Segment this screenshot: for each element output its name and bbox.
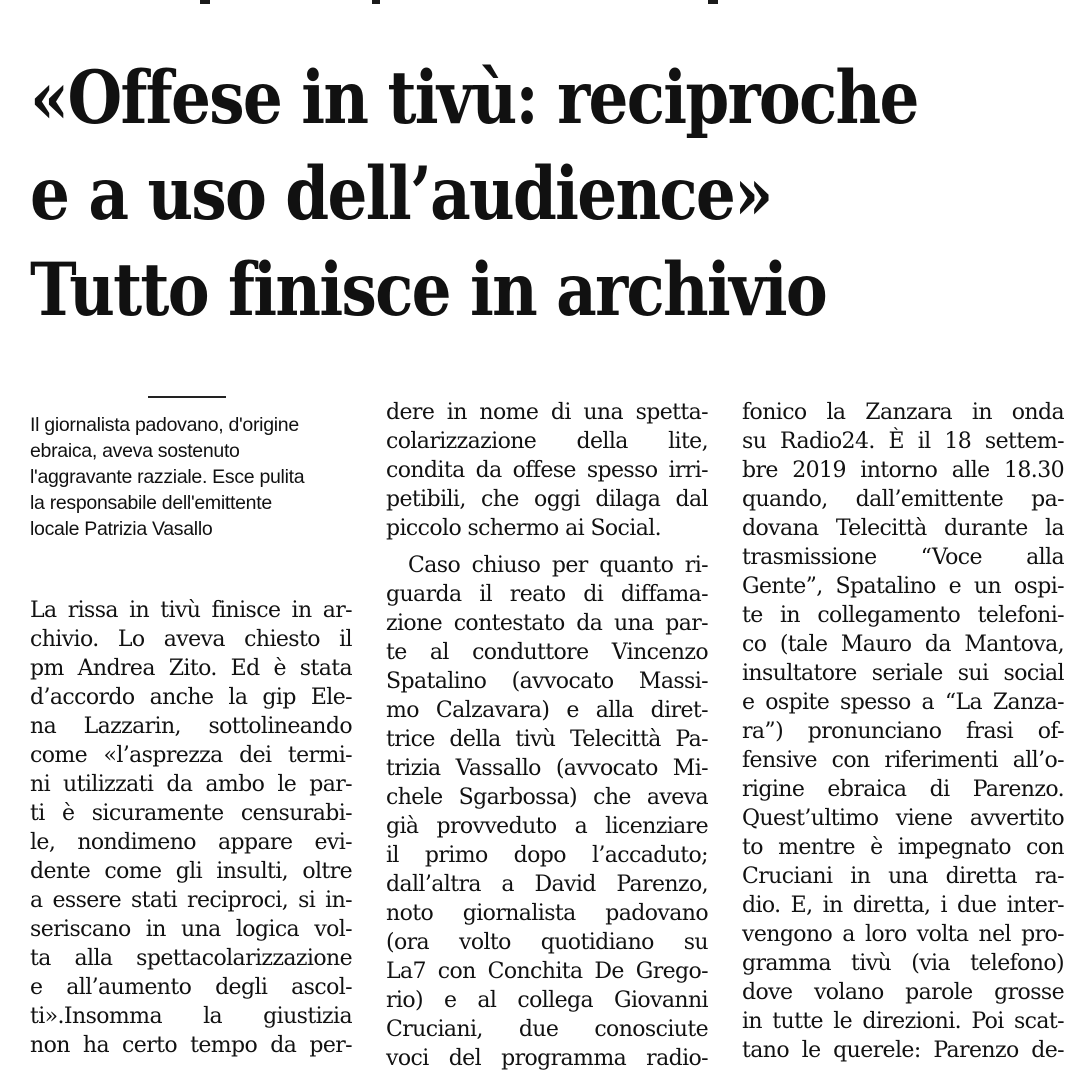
body-text-line: dente come gli insulti, oltre [30,859,352,884]
body-text-line: te in collegamento telefoni- [742,603,1064,628]
body-text-line: guarda il reato di diffama- [386,582,708,607]
body-text-line: La rissa in tivù finisce in ar- [30,598,352,623]
body-text-line: dere in nome di una spetta- [386,400,708,425]
body-text-line: ta alla spettacolarizzazione [30,946,352,971]
body-text-line: non ha certo tempo da per- [30,1033,352,1058]
body-paragraph [386,551,708,1073]
body-text-line: e ospite spesso a “La Zanza- [742,690,1064,715]
body-text-line: bre 2019 intorno alle 18.30 [742,458,1064,483]
body-text-line: Caso chiuso per quanto ri- [408,553,708,578]
body-text-line: gramma tivù (via telefono) [742,951,1064,976]
summary-line: l'aggravante razziale. Esce pulita [30,466,305,488]
body-text-line: Cruciani, due conosciute [386,1017,708,1042]
body-text-line: vengono a loro volta nel pro- [742,922,1064,947]
body-text-line: mo Calzavara) e alla diret- [386,698,708,723]
body-text-line: su Radio24. È il 18 settem- [742,429,1064,454]
body-text-line: in tutte le direzioni. Poi scat- [742,1009,1064,1034]
body-text-line: dove volano parole grosse [742,980,1064,1005]
body-text-line: quando, dall’emittente pa- [742,487,1064,512]
body-text-line: a essere stati reciproci, si in- [30,888,352,913]
body-text-line: trice della tivù Telecittà Pa- [386,727,708,752]
body-text-line: tano le querele: Parenzo de- [742,1038,1064,1063]
article-summary [30,412,360,542]
body-text-line: ti».Insomma la giustizia [30,1004,352,1029]
summary-divider [148,396,226,398]
body-text-line: ti è sicuramente censurabi- [30,801,352,826]
body-text-line: e all’aumento degli ascol- [30,975,352,1000]
summary-line: locale Patrizia Vasallo [30,518,213,540]
summary-line: la responsabile dell'emittente [30,492,272,514]
body-text-line: Gente”, Spatalino e un ospi- [742,574,1064,599]
body-text-line: insultatore seriale sui social [742,661,1064,686]
body-text-line: le, nondimeno appare evi- [30,830,352,855]
body-column-2 [386,398,708,1073]
body-text-line: dio. E, in diretta, i due inter- [742,893,1064,918]
cropped-glyph-fragment [372,0,380,4]
body-text-line: fonico la Zanzara in onda [742,400,1064,425]
body-text-line: co (tale Mauro da Mantova, [742,632,1064,657]
body-text-line: chele Sgarbossa) che aveva [386,785,708,810]
body-text-line: come «l’asprezza dei termi- [30,743,352,768]
article-headline [30,50,929,338]
headline-line-2: e a uso dell’audience» [30,151,772,237]
body-text-line: già provveduto a licenziare [386,814,708,839]
summary-line: ebraica, aveva sostenuto [30,440,240,462]
body-text-line: Spatalino (avvocato Massi- [386,669,708,694]
body-text-line: trizia Vassallo (avvocato Mi- [386,756,708,781]
headline-line-3: Tutto finisce in archivio [30,247,827,333]
body-text-line: voci del programma radio- [386,1046,708,1071]
body-text-line: Cruciani in una diretta ra- [742,864,1064,889]
body-text-line: condita da offese spesso irri- [386,458,708,483]
body-text-line: na Lazzarin, sottolineando [30,714,352,739]
body-text-line: to mentre è impegnato con [742,835,1064,860]
body-text-line: te al conduttore Vincenzo [386,640,708,665]
body-text-line: d’accordo anche la gip Ele- [30,685,352,710]
body-paragraph [386,398,708,543]
body-text-line: noto giornalista padovano [386,901,708,926]
cropped-glyph-fragment [200,0,210,4]
body-text-line: rio) e al collega Giovanni [386,988,708,1013]
body-text-line: zione contestato da una par- [386,611,708,636]
body-text-line: Quest’ultimo viene avvertito [742,806,1064,831]
body-text-line: piccolo schermo ai Social. [386,516,662,541]
cropped-previous-text-edge [0,0,1080,6]
body-column-1 [30,596,352,1060]
body-text-line: (ora volto quotidiano su [386,930,708,955]
body-text-line: dovana Telecittà durante la [742,516,1064,541]
body-text-line: il primo dopo l’accaduto; [386,843,708,868]
body-text-line: rigine ebraica di Parenzo. [742,777,1064,802]
summary-line: Il giornalista padovano, d'origine [30,414,299,436]
body-text-line: chivio. Lo aveva chiesto il [30,627,352,652]
body-column-3 [742,398,1064,1065]
body-text-line: dall’altra a David Parenzo, [386,872,708,897]
body-text-line: La7 con Conchita De Grego- [386,959,708,984]
body-text-line: trasmissione “Voce alla [742,545,1064,570]
body-text-line: ni utilizzati da ambo le par- [30,772,352,797]
body-text-line: pm Andrea Zito. Ed è stata [30,656,352,681]
headline-line-1: «Offese in tivù: reciproche [30,55,918,141]
body-text-line: seriscano in una logica vol- [30,917,352,942]
cropped-glyph-fragment [708,0,718,4]
body-text-line: petibili, che oggi dilaga dal [386,487,708,512]
body-text-line: ra”) pronunciano frasi of- [742,719,1064,744]
body-text-line: colarizzazione della lite, [386,429,708,454]
body-text-line: fensive con riferimenti all’o- [742,748,1064,773]
